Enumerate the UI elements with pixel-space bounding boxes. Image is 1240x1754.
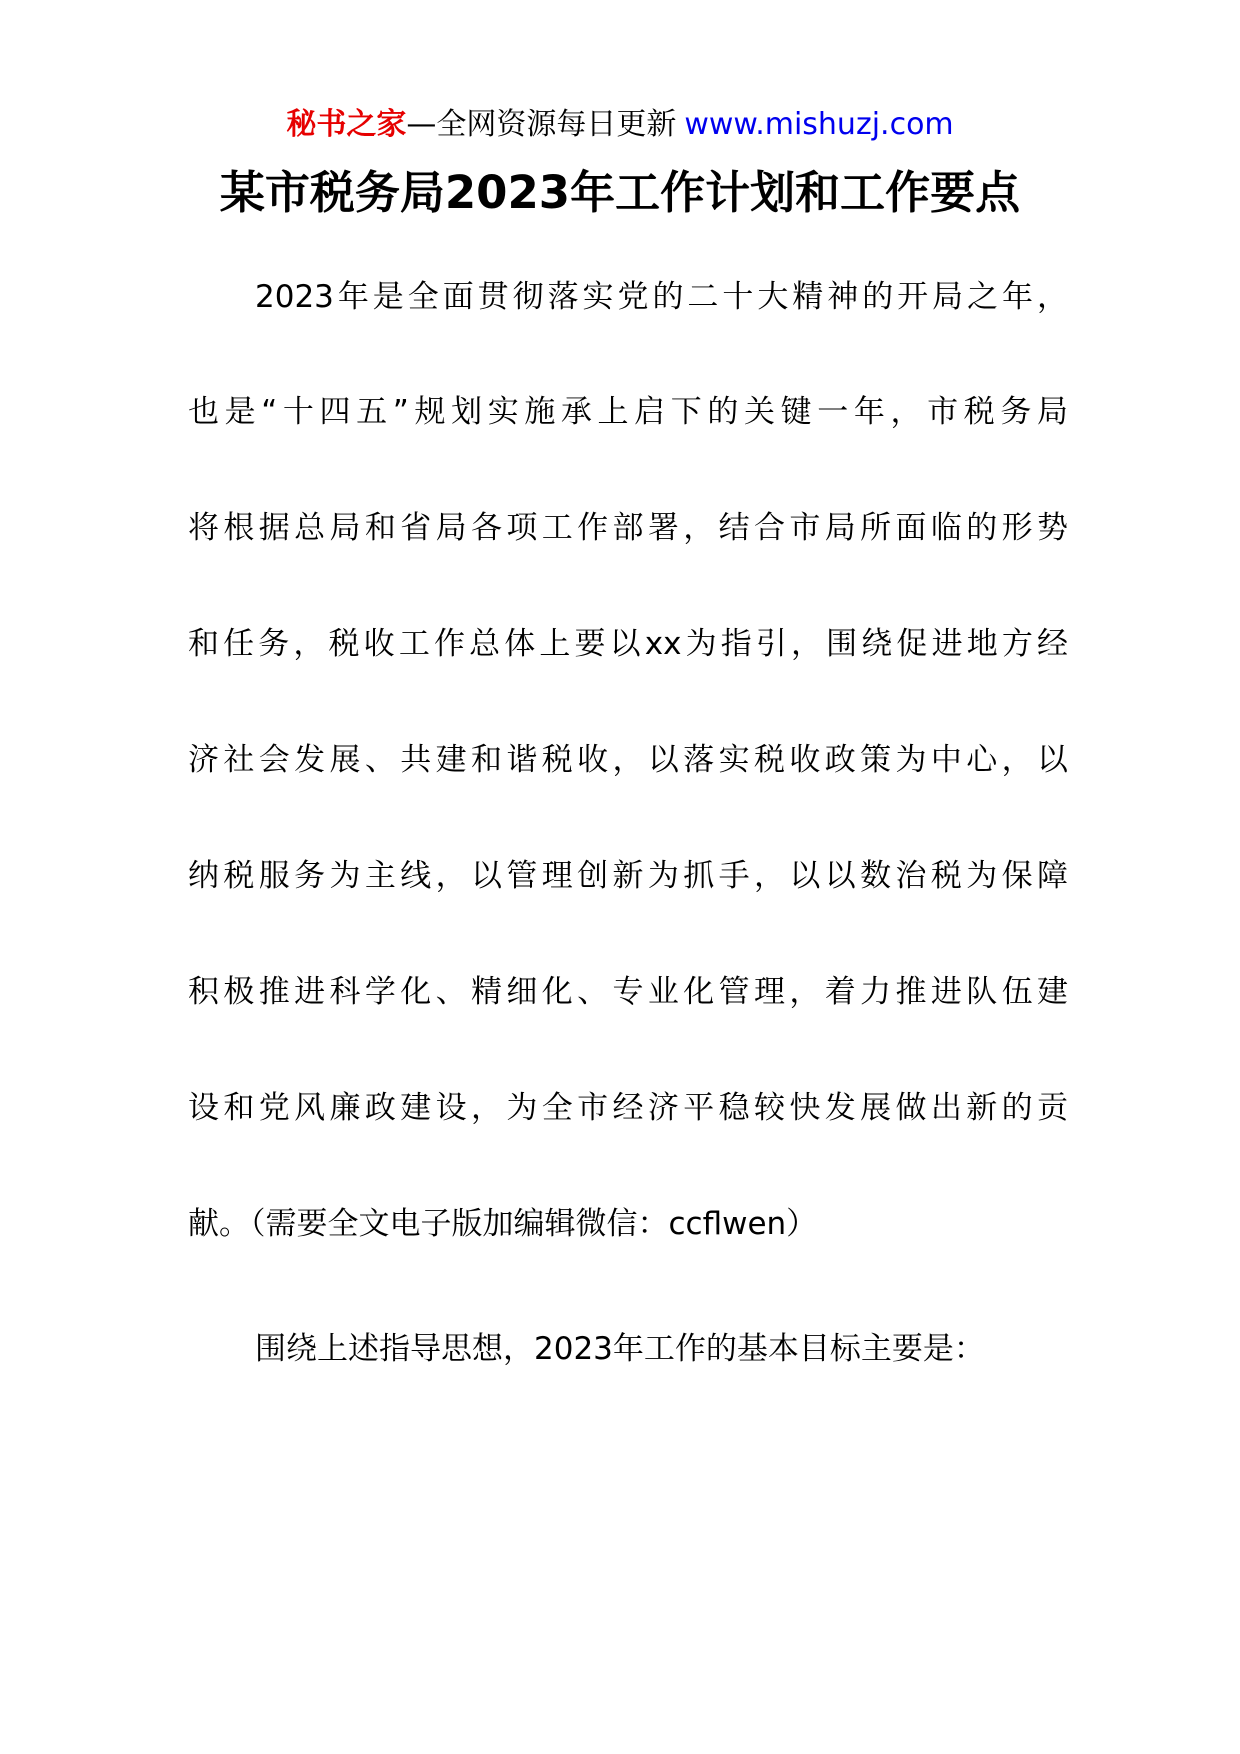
paragraph-1-line-4: 和任务，税收工作总体上要以xx为指引，围绕促进地方经	[188, 626, 1068, 662]
paragraph-1-line-1: 2023年是全面贯彻落实党的二十大精神的开局之年，	[255, 279, 1068, 315]
paragraph-1-line-8: 设和党风廉政建设，为全市经济平稳较快发展做出新的贡	[188, 1090, 1068, 1126]
paragraph-1-line-7: 积极推进科学化、精细化、专业化管理，着力推进队伍建	[188, 974, 1068, 1010]
paragraph-1-line-5: 济社会发展、共建和谐税收，以落实税收政策为中心，以	[188, 742, 1068, 778]
paragraph-2: 围绕上述指导思想，2023年工作的基本目标主要是：	[255, 1331, 985, 1367]
paragraph-1-line-6: 纳税服务为主线，以管理创新为抓手，以以数治税为保障	[188, 858, 1068, 894]
paragraph-1-line-2: 也是“十四五”规划实施承上启下的关键一年，市税务局	[188, 394, 1068, 430]
banner-slogan: —全网资源每日更新	[406, 107, 677, 142]
site-banner	[0, 103, 1240, 147]
paragraph-1-line-3: 将根据总局和省局各项工作部署，结合市局所面临的形势	[188, 510, 1068, 546]
document-title: 某市税务局2023年工作计划和工作要点	[219, 166, 1021, 219]
site-url-link[interactable]: www.mishuzj.com	[684, 107, 954, 142]
paragraph-1-line-9: 献。（需要全文电子版加编辑微信：ccflwen）	[188, 1206, 818, 1242]
brand-name: 秘书之家	[286, 107, 407, 142]
